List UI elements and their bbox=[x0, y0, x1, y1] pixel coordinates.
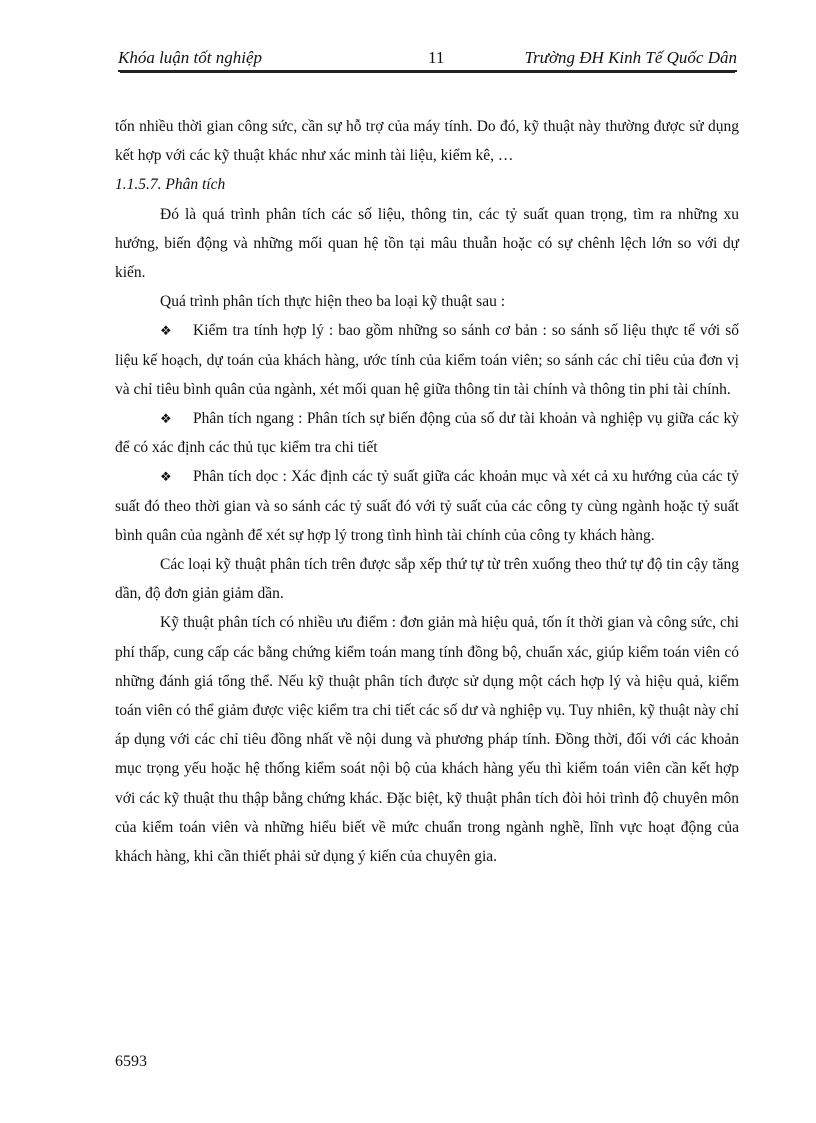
paragraph-advantages: Kỹ thuật phân tích có nhiều ưu điểm : đơn giản mà hiệu quả, tốn ít thời gian và công sức, chi phí thấp, cung cấp các bằng chứng kiểm toán mang tính đồng bộ, chuẩn xác, giúp kiểm toán viên có những đánh giá tổng thể. Nếu kỹ thuật phân tích được sử dụng một cách hợp lý và hiệu quả, kiểm toán viên có thể giảm được việc kiểm tra chi tiết các số dư và nghiệp vụ. Tuy nhiên, kỹ thuật này chỉ áp dụng với các chỉ tiêu đồng nhất về nội dung và phương pháp tính. Đồng thời, đối với các khoản mục trọng yếu hoặc hệ thống kiểm soát nội bộ của khách hàng yếu thì kiểm toán viên cần kết hợp với các kỹ thuật thu thập bằng chứng khác. Đặc biệt, kỹ thuật phân tích đòi hỏi trình độ chuyên môn của kiểm toán viên và những hiểu biết về mức chuẩn trong ngành nghề, lĩnh vực hoạt động của khách hàng, khi cần thiết phải sử dụng ý kiến của chuyên gia. bbox=[115, 614, 739, 866]
paragraph-intro: Quá trình phân tích thực hiện theo ba loại kỹ thuật sau : bbox=[160, 293, 506, 311]
bullet-item bbox=[115, 462, 739, 550]
diamond-bullet-icon: ❖ bbox=[160, 411, 172, 427]
diamond-bullet-icon: ❖ bbox=[160, 469, 172, 485]
bullet-text: Phân tích ngang : Phân tích sự biến động của số dư tài khoản và nghiệp vụ giữa các kỳ để có xác định các thủ tục kiểm tra chi tiết bbox=[115, 410, 739, 457]
paragraph-definition: Đó là quá trình phân tích các số liệu, thông tin, các tỷ suất quan trọng, tìm ra những xu hướng, biến động và những mối quan hệ tồn tại mâu thuẫn hoặc có sự chênh lệch lớn so với dự kiến. bbox=[115, 205, 739, 282]
bullet-text: Kiểm tra tính hợp lý : bao gồm những so sánh cơ bản : so sánh số liệu thực tế với số liệu kế hoạch, dự toán của khách hàng, ước tính của kiểm toán viên; so sánh các chỉ tiêu của đơn vị và chỉ tiêu bình quân của ngành, xét mối quan hệ giữa thông tin tài chính và thông tin phi tài chính. bbox=[115, 322, 739, 398]
bullet-text: Phân tích dọc : Xác định các tỷ suất giữa các khoản mục và xét cả xu hướng của các tỷ suất đó theo thời gian và so sánh các tỷ suất đó với tỷ suất của các công ty cùng ngành hoặc tỷ suất bình quân của ngành để xét sự hợp lý trong tình hình tài chính của công ty khách hàng. bbox=[115, 468, 739, 544]
document-body bbox=[115, 112, 739, 871]
page-header bbox=[118, 46, 737, 72]
section-heading: 1.1.5.7. Phân tích bbox=[115, 176, 226, 194]
diamond-bullet-icon: ❖ bbox=[160, 323, 172, 339]
bullet-item bbox=[115, 316, 739, 404]
footer-doc-id: 6593 bbox=[115, 1053, 147, 1070]
paragraph-order: Các loại kỹ thuật phân tích trên được sắp xếp thứ tự từ trên xuống theo thứ tự độ tin cậy tăng dần, độ đơn giản giảm dần. bbox=[115, 556, 739, 603]
page-number: 11 bbox=[428, 48, 445, 67]
header-university: Trường ĐH Kinh Tế Quốc Dân bbox=[524, 48, 737, 67]
header-thesis-label: Khóa luận tốt nghiệp bbox=[118, 48, 263, 67]
paragraph-continuation: tốn nhiều thời gian công sức, cần sự hỗ trợ của máy tính. Do đó, kỹ thuật này thường được sử dụng kết hợp với các kỹ thuật khác như xác minh tài liệu, kiểm kê, … bbox=[115, 118, 739, 165]
bullet-item bbox=[115, 404, 739, 462]
